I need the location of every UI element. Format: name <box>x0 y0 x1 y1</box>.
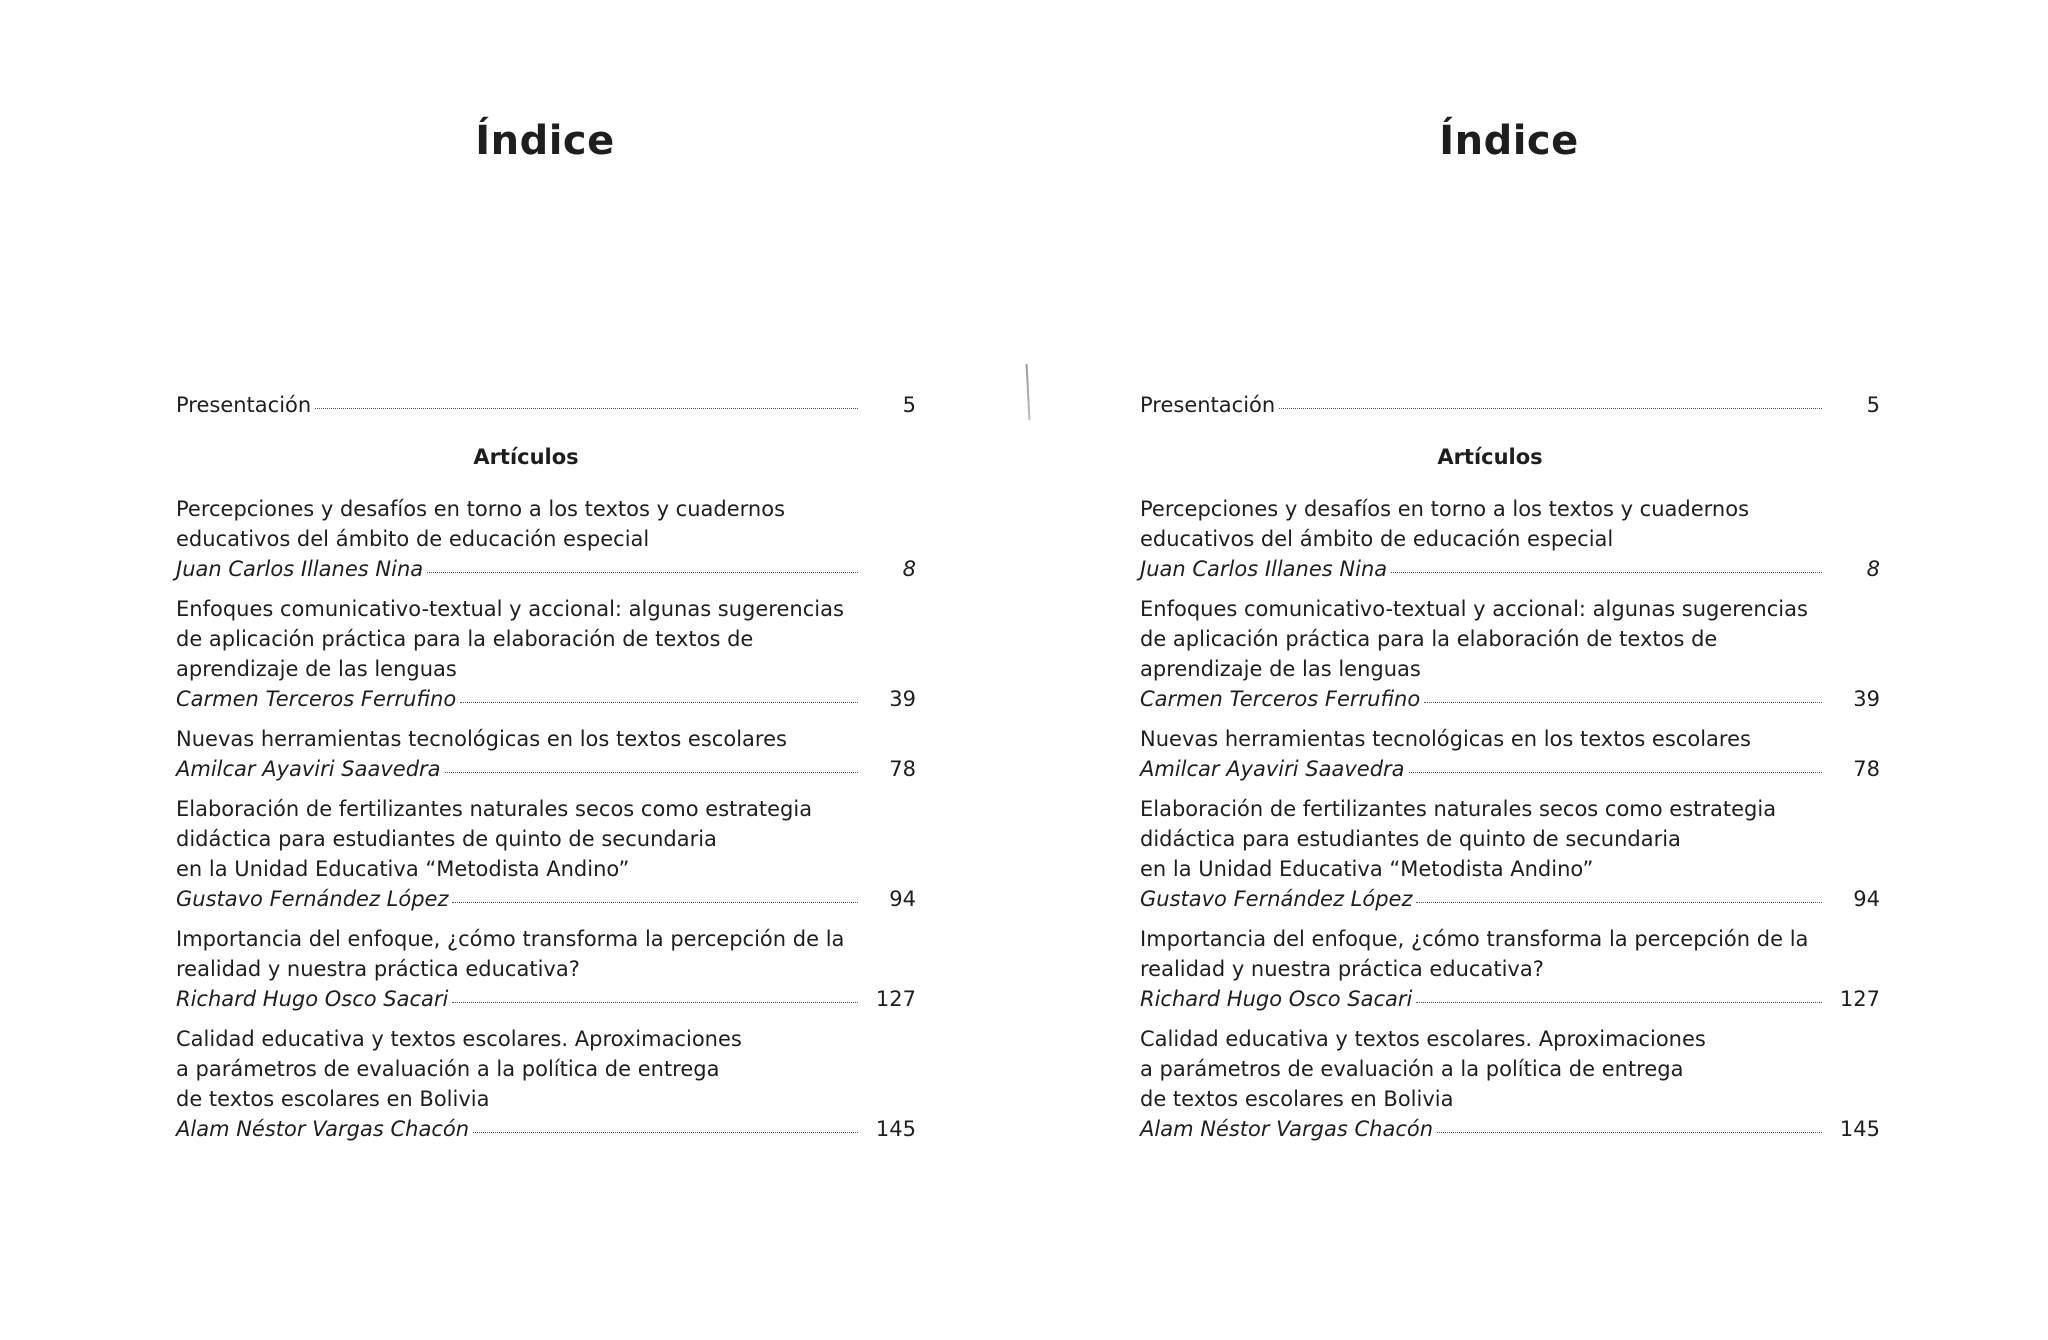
article-title-line: de aplicación práctica para la elaboración de textos de <box>1140 627 1718 651</box>
page-number: 94 <box>889 887 916 911</box>
toc-entry-article[interactable] <box>176 494 916 584</box>
dot-leader <box>445 772 858 773</box>
article-title-line: Percepciones y desafíos en torno a los textos y cuadernos <box>1140 497 1750 521</box>
toc-entry-label: Presentación <box>176 393 312 417</box>
article-title-line: didáctica para estudiantes de quinto de secundaria <box>176 827 717 851</box>
article-author: Carmen Terceros Ferrufino <box>1140 687 1421 711</box>
table-of-contents <box>176 390 916 1144</box>
right-page <box>964 0 1988 1340</box>
article-title-line: Elaboración de fertilizantes naturales secos como estrategia <box>1140 797 1777 821</box>
toc-entry-article[interactable] <box>176 724 916 784</box>
page-number: 8 <box>902 557 916 581</box>
article-title-line: aprendizaje de las lenguas <box>1140 657 1421 681</box>
dot-leader <box>1391 572 1822 573</box>
table-of-contents <box>1140 390 1880 1144</box>
article-author: Amilcar Ayaviri Saavedra <box>1140 757 1405 781</box>
article-author: Alam Néstor Vargas Chacón <box>1140 1117 1434 1141</box>
article-title-line: realidad y nuestra práctica educativa? <box>176 957 580 981</box>
page-number: 5 <box>902 393 916 417</box>
article-title-line: educativos del ámbito de educación especial <box>1140 527 1614 551</box>
toc-entry-article[interactable] <box>1140 594 1880 714</box>
toc-entry-label: Presentación <box>1140 393 1276 417</box>
article-title-line: Nuevas herramientas tecnológicas en los textos escolares <box>176 727 787 751</box>
section-heading: Artículos <box>1437 445 1543 469</box>
dot-leader <box>452 902 858 903</box>
dot-leader <box>1416 902 1822 903</box>
article-title-line: Calidad educativa y textos escolares. Aproximaciones <box>176 1027 742 1051</box>
article-title-line: de textos escolares en Bolivia <box>176 1087 490 1111</box>
dot-leader <box>1409 772 1822 773</box>
article-title-line: realidad y nuestra práctica educativa? <box>1140 957 1544 981</box>
page-number: 78 <box>1853 757 1880 781</box>
dot-leader <box>1279 408 1822 409</box>
article-author: Alam Néstor Vargas Chacón <box>176 1117 470 1141</box>
dot-leader <box>1424 702 1822 703</box>
article-author: Juan Carlos Illanes Nina <box>1140 557 1388 581</box>
page-title: Índice <box>1439 118 1579 164</box>
article-author: Juan Carlos Illanes Nina <box>176 557 424 581</box>
section-heading: Artículos <box>473 445 579 469</box>
dot-leader <box>452 1002 858 1003</box>
article-author: Gustavo Fernández López <box>176 887 449 911</box>
article-title-line: didáctica para estudiantes de quinto de secundaria <box>1140 827 1681 851</box>
toc-entry-presentation[interactable] <box>176 390 916 420</box>
article-author: Richard Hugo Osco Sacari <box>1140 987 1413 1011</box>
dot-leader <box>427 572 858 573</box>
toc-entry-article[interactable] <box>1140 724 1880 784</box>
page-number: 145 <box>875 1117 916 1141</box>
article-title-line: Elaboración de fertilizantes naturales secos como estrategia <box>176 797 813 821</box>
page-number: 127 <box>1839 987 1880 1011</box>
article-title-line: Importancia del enfoque, ¿cómo transforma la percepción de la <box>176 927 845 951</box>
article-title-line: de textos escolares en Bolivia <box>1140 1087 1454 1111</box>
page-number: 94 <box>1853 887 1880 911</box>
dot-leader <box>315 408 858 409</box>
page-number: 39 <box>1853 687 1880 711</box>
article-title-line: Importancia del enfoque, ¿cómo transforma la percepción de la <box>1140 927 1809 951</box>
dot-leader <box>460 702 858 703</box>
article-title-line: Nuevas herramientas tecnológicas en los textos escolares <box>1140 727 1751 751</box>
article-author: Carmen Terceros Ferrufino <box>176 687 457 711</box>
article-title-line: a parámetros de evaluación a la política de entrega <box>176 1057 720 1081</box>
article-title-line: de aplicación práctica para la elaboración de textos de <box>176 627 754 651</box>
dot-leader <box>1437 1132 1822 1133</box>
toc-entry-article[interactable] <box>176 594 916 714</box>
toc-entry-article[interactable] <box>1140 1024 1880 1144</box>
page-number: 39 <box>889 687 916 711</box>
page-number: 8 <box>1866 557 1880 581</box>
article-title-line: Calidad educativa y textos escolares. Aproximaciones <box>1140 1027 1706 1051</box>
page-number: 145 <box>1839 1117 1880 1141</box>
article-title-line: Enfoques comunicativo-textual y accional: algunas sugerencias <box>1140 597 1808 621</box>
article-title-line: a parámetros de evaluación a la política de entrega <box>1140 1057 1684 1081</box>
article-author: Amilcar Ayaviri Saavedra <box>176 757 441 781</box>
article-author: Gustavo Fernández López <box>1140 887 1413 911</box>
toc-entry-article[interactable] <box>1140 494 1880 584</box>
toc-entry-article[interactable] <box>176 924 916 1014</box>
page-number: 127 <box>875 987 916 1011</box>
article-title-line: Percepciones y desafíos en torno a los textos y cuadernos <box>176 497 786 521</box>
page-title: Índice <box>475 118 615 164</box>
toc-entry-article[interactable] <box>1140 794 1880 914</box>
page-number: 5 <box>1866 393 1880 417</box>
toc-entry-article[interactable] <box>176 1024 916 1144</box>
article-title-line: en la Unidad Educativa “Metodista Andino” <box>1140 857 1594 881</box>
toc-entry-article[interactable] <box>1140 924 1880 1014</box>
dot-leader <box>1416 1002 1822 1003</box>
toc-entry-article[interactable] <box>176 794 916 914</box>
article-title-line: aprendizaje de las lenguas <box>176 657 457 681</box>
dot-leader <box>473 1132 858 1133</box>
article-author: Richard Hugo Osco Sacari <box>176 987 449 1011</box>
toc-entry-presentation[interactable] <box>1140 390 1880 420</box>
article-title-line: en la Unidad Educativa “Metodista Andino” <box>176 857 630 881</box>
article-title-line: Enfoques comunicativo-textual y accional: algunas sugerencias <box>176 597 844 621</box>
page-number: 78 <box>889 757 916 781</box>
article-title-line: educativos del ámbito de educación especial <box>176 527 650 551</box>
